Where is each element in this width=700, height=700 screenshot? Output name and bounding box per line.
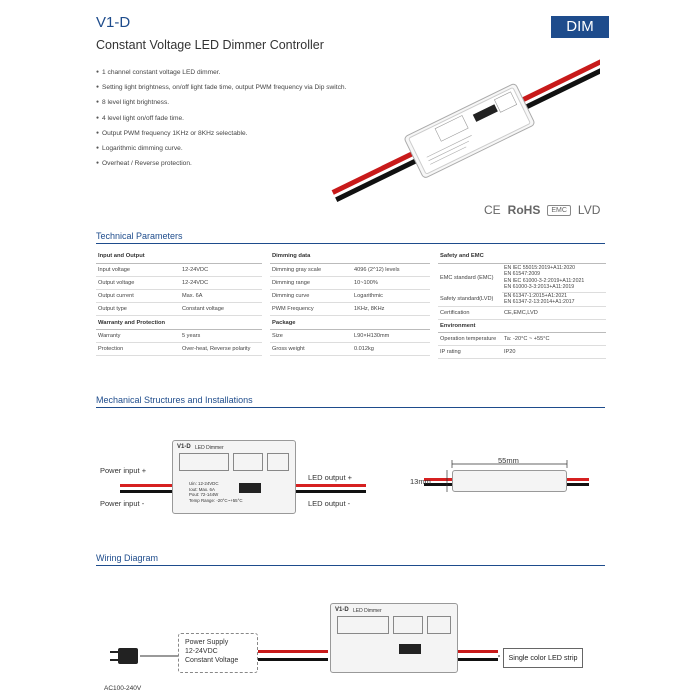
table-row xyxy=(270,329,430,342)
param-label: Operation temperature xyxy=(438,333,502,346)
device-type-label: LED Dimmer xyxy=(353,608,382,614)
param-value: 10~100% xyxy=(352,276,430,289)
lvd-mark: LVD xyxy=(577,203,601,217)
power-supply-text xyxy=(185,638,238,665)
param-label: EMC standard (EMC) xyxy=(440,274,494,281)
pointer-lines xyxy=(96,464,126,514)
wiring-device xyxy=(330,603,458,673)
table-heading: Package xyxy=(270,316,430,329)
param-value: Logarithmic xyxy=(352,290,430,303)
param-label: PWM Frequency xyxy=(270,303,352,316)
feature-item: ● Output PWM frequency 1KHz or 8KHz selectable. xyxy=(96,127,346,142)
tech-table-safety xyxy=(438,250,606,359)
param-label: Warranty xyxy=(96,329,180,342)
table-row xyxy=(96,329,262,342)
feature-item: ● 1 channel constant voltage LED dimmer. xyxy=(96,66,346,81)
param-value: 0.012kg xyxy=(352,342,430,355)
output-wire-positive xyxy=(296,484,366,487)
param-label: IP rating xyxy=(438,346,502,359)
param-label: Safety standard(LVD) xyxy=(438,292,502,306)
param-value: L90×H130mm xyxy=(352,329,430,342)
param-value: 4096 (2^12) levels xyxy=(352,263,430,276)
param-value: 12-24VDC xyxy=(180,263,262,276)
param-label: Dimming range xyxy=(270,276,352,289)
spec-line: Temp Range: -20°C~+55°C xyxy=(189,497,243,503)
rohs-mark: RoHS xyxy=(507,203,541,217)
section-divider xyxy=(96,243,605,244)
table-row xyxy=(270,290,430,303)
param-label: Size xyxy=(270,329,352,342)
dimension-width: 55mm xyxy=(498,456,519,465)
table-heading: Safety and EMC xyxy=(438,250,606,263)
fade-table xyxy=(393,616,423,634)
table-row xyxy=(438,346,606,359)
spec-line: Iout: Max. 6A xyxy=(189,486,215,492)
tech-table-input-output xyxy=(96,250,262,356)
input-wire-negative xyxy=(120,490,172,493)
dim-badge: DIM xyxy=(551,16,609,38)
brightness-table xyxy=(337,616,389,634)
standard-value: EN IEC 55015:2019+A11:2020 xyxy=(504,264,575,271)
table-heading: Environment xyxy=(438,319,606,332)
param-label: Output type xyxy=(96,303,180,316)
product-subtitle: Constant Voltage LED Dimmer Controller xyxy=(96,38,324,52)
section-divider xyxy=(96,565,605,566)
table-row xyxy=(96,303,262,316)
param-label: Protection xyxy=(96,342,180,355)
power-supply-line: 12-24VDC xyxy=(185,648,218,655)
param-label: Dimming gray scale xyxy=(270,263,352,276)
param-label: Output current xyxy=(96,290,180,303)
device-specs xyxy=(189,481,243,503)
param-label: Output voltage xyxy=(96,276,180,289)
section-mechanical: Mechanical Structures and Installations xyxy=(96,395,253,405)
device-model-label: V1-D xyxy=(335,607,349,613)
table-row xyxy=(96,276,262,289)
device-front-view xyxy=(172,440,296,514)
param-value xyxy=(502,263,606,292)
table-row xyxy=(438,263,606,292)
device-model-label: V1-D xyxy=(177,444,191,450)
spec-line: Pout: 72-144W xyxy=(189,492,219,497)
param-label: Dimming curve xyxy=(270,290,352,303)
param-value: 5 years xyxy=(180,329,262,342)
product-photo xyxy=(330,58,600,208)
led-strip-box: Single color LED strip xyxy=(503,648,583,668)
spec-line: Uin: 12-24VDC xyxy=(189,481,219,486)
pwm-table xyxy=(427,616,451,634)
standard-value: EN 61000-3-3:2013+A11:2019 xyxy=(504,284,575,291)
feature-item: ● 4 level light on/off fade time. xyxy=(96,112,346,127)
feature-item: ● Overheat / Reverse protection. xyxy=(96,157,346,172)
standard-value: EN 61547:2009 xyxy=(504,271,541,278)
table-row xyxy=(96,342,262,355)
power-input-plus-label: Power input + xyxy=(100,466,147,475)
table-row xyxy=(96,290,262,303)
table-row xyxy=(270,263,430,276)
table-row xyxy=(438,333,606,346)
feature-list xyxy=(96,66,346,172)
table-heading: Warranty and Protection xyxy=(96,316,262,329)
certification-marks xyxy=(484,203,600,217)
input-wire-positive xyxy=(120,484,172,487)
param-label: Input voltage xyxy=(96,263,180,276)
power-supply-line: Power Supply xyxy=(185,639,229,646)
table-row xyxy=(270,276,430,289)
param-value xyxy=(502,292,606,306)
feature-item: ● Setting light brightness, on/off light fade time, output PWM frequency via Dip switch. xyxy=(96,81,346,96)
power-supply-line: Constant Voltage xyxy=(185,657,239,664)
dip-switch[interactable] xyxy=(399,644,421,654)
dip-switch[interactable] xyxy=(239,483,261,493)
standard-value: EN 61347-2-13:2014+A1:2017 xyxy=(504,299,575,306)
standard-value: EN 61347-1:2015+A1:2021 xyxy=(504,292,568,299)
table-row xyxy=(96,263,262,276)
table-heading: Input and Output xyxy=(96,250,262,263)
device-type-label: LED Dimmer xyxy=(195,445,224,451)
param-value: 12-24VDC xyxy=(180,276,262,289)
product-title: V1-D xyxy=(96,14,131,31)
table-row xyxy=(438,292,606,306)
param-value: IP20 xyxy=(502,346,606,359)
table-heading: Dimming data xyxy=(270,250,430,263)
section-divider xyxy=(96,407,605,408)
dimension-height: 13mm xyxy=(410,477,431,486)
led-output-plus-label: LED output + xyxy=(308,473,352,482)
param-value: CE,EMC,LVD xyxy=(502,306,606,319)
param-value: Ta: -20°C ~ +55°C xyxy=(502,333,606,346)
emc-mark: EMC xyxy=(547,205,571,216)
power-supply-box xyxy=(178,633,258,673)
tech-table-dimming xyxy=(270,250,430,356)
table-row xyxy=(270,303,430,316)
power-input-minus-label: Power input - xyxy=(100,499,145,508)
param-label: Certification xyxy=(438,306,502,319)
pwm-table xyxy=(267,453,289,471)
output-wire-negative xyxy=(296,490,366,493)
feature-item: ● Logarithmic dimming curve. xyxy=(96,142,346,157)
param-value: 1KHz, 8KHz xyxy=(352,303,430,316)
ac-input-label: AC100-240V xyxy=(104,685,142,692)
table-row xyxy=(270,342,430,355)
feature-item: ● 8 level light brightness. xyxy=(96,96,346,111)
param-value: Max. 6A xyxy=(180,290,262,303)
param-value: Constant voltage xyxy=(180,303,262,316)
table-row xyxy=(438,306,606,319)
fade-table xyxy=(233,453,263,471)
param-label: Gross weight xyxy=(270,342,352,355)
section-wiring: Wiring Diagram xyxy=(96,553,159,563)
led-output-minus-label: LED output - xyxy=(308,499,351,508)
section-technical: Technical Parameters xyxy=(96,231,183,241)
standard-value: EN IEC 61000-3-2:2019+A11:2021 xyxy=(504,277,585,284)
brightness-table xyxy=(179,453,229,471)
ce-mark: CE xyxy=(484,203,501,217)
param-value: Over-heat, Reverse polarity xyxy=(180,342,262,355)
